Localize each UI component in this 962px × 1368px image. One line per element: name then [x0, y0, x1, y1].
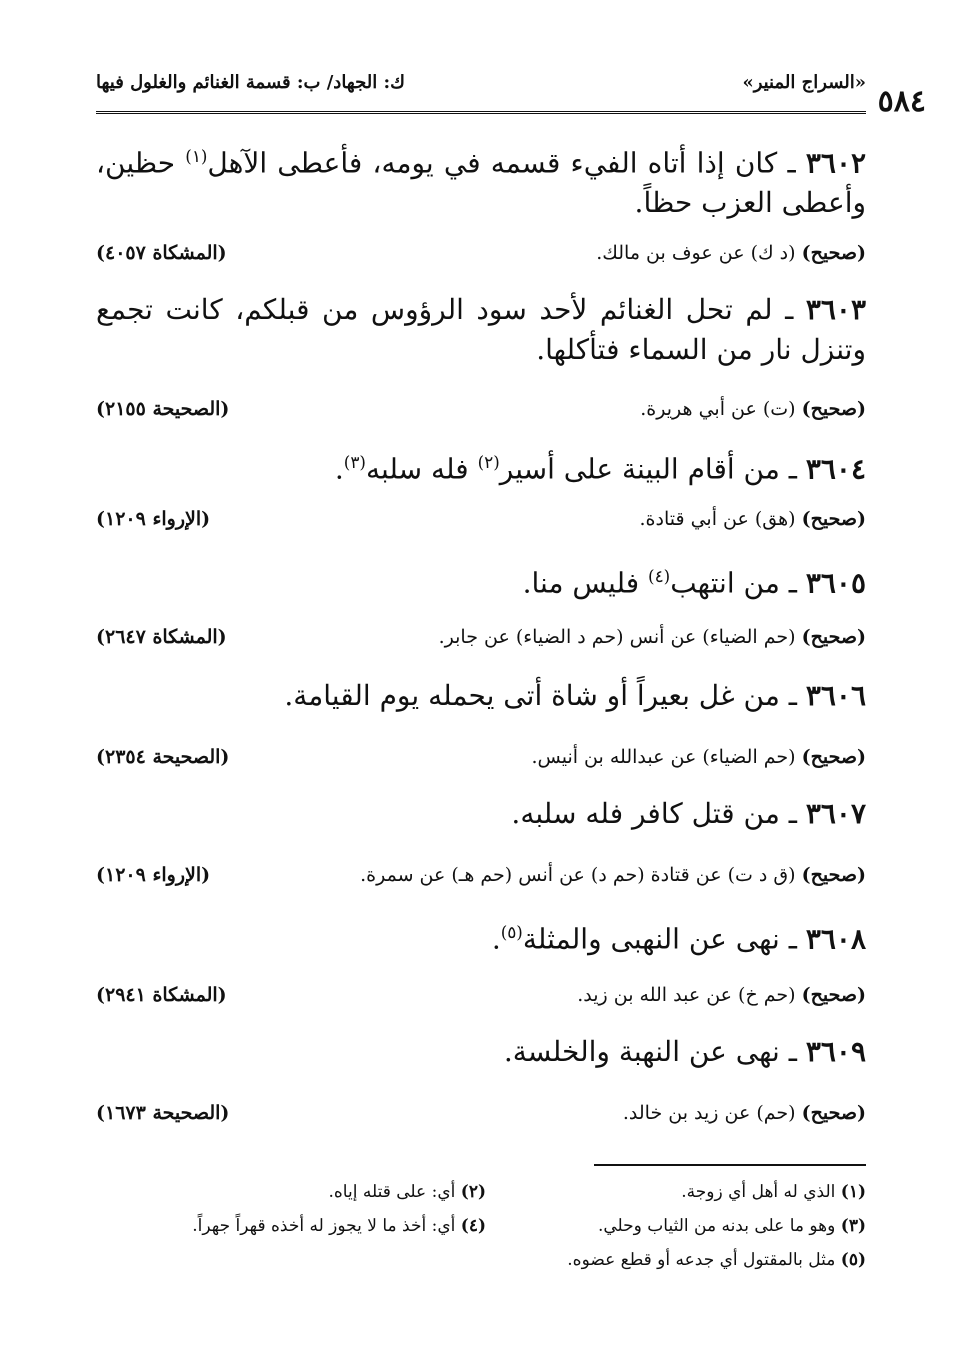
- narrator: (حم الضياء) عن عبدالله بن أنيس.: [531, 746, 802, 768]
- reference: (الصحيحة ٢١٥٥): [96, 398, 230, 420]
- footnote-3: (٣) وهو ما على بدنه من الثياب وحلي.: [597, 1216, 866, 1236]
- page-number: ٥٨٤: [877, 84, 926, 119]
- hadith-3603: ٣٦٠٣ ـ لم تحل الغنائم لأحد سود الرؤوس من قبلكم، كانت تجمع وتنزل نار من السماء فتأكلها.: [96, 293, 866, 366]
- chapter-title: ك: الجهاد/ ب: قسمة الغنائم والغلول فيها: [96, 72, 405, 93]
- hadith-text: من غل بعيراً أو شاة أتى يحمله يوم القيامة.: [284, 679, 780, 712]
- running-header: [96, 68, 866, 108]
- footnote-4: (٤) أي: أخذ ما لا يجوز له أخذه قهراً جهراً.: [192, 1216, 486, 1236]
- hadith-3606: ٣٦٠٦ ـ من غل بعيراً أو شاة أتى يحمله يوم القيامة.: [284, 679, 866, 712]
- reference: (الصحيحة ١٦٧٣): [96, 1102, 230, 1124]
- footnote-marker: (٢): [477, 452, 500, 472]
- hadith-3608: ٣٦٠٨ ـ نهى عن النهبى والمثلة$^{(٥)}$.: [491, 922, 866, 956]
- footnote-2: (٢) أي: على قتله إياه.: [328, 1182, 486, 1202]
- reference: (الإرواء ١٢٠٩): [96, 508, 211, 530]
- narrator: (حم) عن زيد بن خالد.: [622, 1102, 802, 1124]
- hadith-text-cont: حظين، وأعطى العزب حظاً.: [96, 146, 866, 220]
- reference: (المشكاة ٢٦٤٧): [96, 626, 227, 648]
- hadith-text-cont: فليس منا.: [522, 566, 649, 600]
- hadith-text: من أقام البينة على أسير: [499, 452, 780, 486]
- footnote-5: (٥) مثل بالمقتول أي جدعه أو قطع عضوه.: [567, 1250, 866, 1270]
- hadith-number: ٣٦٠٣: [805, 293, 866, 326]
- narrator: (ت) عن أبي هريرة.: [640, 398, 802, 420]
- source-line-3607: [96, 864, 866, 892]
- grade: (صحيح): [801, 508, 866, 530]
- hadith-number: ٣٦٠٧: [805, 797, 866, 830]
- hadith-3604: ٣٦٠٤ ـ من أقام البينة على أسير$^{(٢)}$ فله سلبه$^{(٣)}$.: [334, 452, 866, 486]
- footnote-marker: (١): [185, 146, 208, 166]
- book-title: «السراج المنير»: [742, 72, 866, 93]
- grade: (صحيح): [801, 746, 866, 768]
- hadith-text: لم تحل الغنائم لأحد سود الرؤوس من قبلكم، كانت تجمع وتنزل نار من السماء فتأكلها.: [96, 293, 866, 366]
- hadith-3609: ٣٦٠٩ ـ نهى عن النهبة والخلسة.: [503, 1035, 866, 1068]
- source-line-3609: [96, 1102, 866, 1130]
- narrator: (ق د ت) عن قتادة (حم د) عن أنس (حم هـ) عن سمرة.: [360, 864, 802, 886]
- hadith-3602: ٣٦٠٢ ـ كان إذا أتاه الفيء قسمه في يومه، فأعطى الآهل$^{(١)}$ حظين، وأعطى العزب حظاً.: [96, 146, 867, 220]
- hadith-text: نهى عن النهبة والخلسة.: [503, 1035, 780, 1068]
- reference: (المشكاة ٤٠٥٧): [96, 242, 227, 264]
- header-divider: [96, 111, 866, 114]
- hadith-number: ٣٦٠٨: [805, 922, 866, 956]
- source-line-3605: [96, 626, 866, 654]
- hadith-number: ٣٦٠٥: [805, 566, 866, 600]
- hadith-text: من قتل كافر فله سلبه.: [511, 797, 780, 830]
- hadith-number: ٣٦٠٢: [805, 146, 867, 180]
- footnote-1: (١) الذي له أهل أي زوجة.: [681, 1182, 866, 1202]
- narrator: (د ك) عن عوف بن مالك.: [596, 242, 802, 264]
- grade: (صحيح): [801, 626, 866, 648]
- narrator: (حم الضياء) عن أنس (حم د الضياء) عن جابر.: [438, 626, 802, 648]
- hadith-text: نهى عن النهبى والمثلة: [522, 922, 780, 956]
- source-line-3606: [96, 746, 866, 774]
- narrator: (حم خ) عن عبد الله بن زيد.: [577, 984, 802, 1006]
- hadith-3607: ٣٦٠٧ ـ من قتل كافر فله سلبه.: [511, 797, 866, 830]
- reference: (الإرواء ١٢٠٩): [96, 864, 211, 886]
- grade: (صحيح): [801, 242, 866, 264]
- source-line-3604: [96, 508, 866, 536]
- footnote-divider: [594, 1164, 866, 1166]
- hadith-number: ٣٦٠٩: [805, 1035, 866, 1068]
- footnote-row: [96, 1250, 866, 1274]
- hadith-text: من انتهب: [670, 566, 780, 600]
- hadith-number: ٣٦٠٤: [805, 452, 866, 486]
- hadith-3605: ٣٦٠٥ ـ من انتهب$^{(٤)}$ فليس منا.: [522, 566, 866, 600]
- grade: (صحيح): [801, 984, 866, 1006]
- narrator: (هق) عن أبي قتادة.: [639, 508, 802, 530]
- source-line-3602: [96, 242, 866, 270]
- hadith-text-cont: .: [491, 922, 501, 956]
- footnote-row: [96, 1216, 866, 1240]
- hadith-number: ٣٦٠٦: [805, 679, 866, 712]
- reference: (الصحيحة ٢٣٥٤): [96, 746, 230, 768]
- footnote-marker: (٣): [343, 452, 366, 472]
- grade: (صحيح): [801, 864, 866, 886]
- footnote-row: [96, 1182, 866, 1206]
- reference: (المشكاة ٢٩٤١): [96, 984, 227, 1006]
- footnote-marker: (٤): [648, 566, 671, 586]
- hadith-text-cont: فله سلبه: [365, 452, 478, 486]
- footnote-marker: (٥): [500, 922, 523, 942]
- grade: (صحيح): [801, 1102, 866, 1124]
- source-line-3603: [96, 398, 866, 426]
- hadith-text: كان إذا أتاه الفيء قسمه في يومه، فأعطى الآهل: [207, 146, 778, 180]
- source-line-3608: [96, 984, 866, 1012]
- grade: (صحيح): [801, 398, 866, 420]
